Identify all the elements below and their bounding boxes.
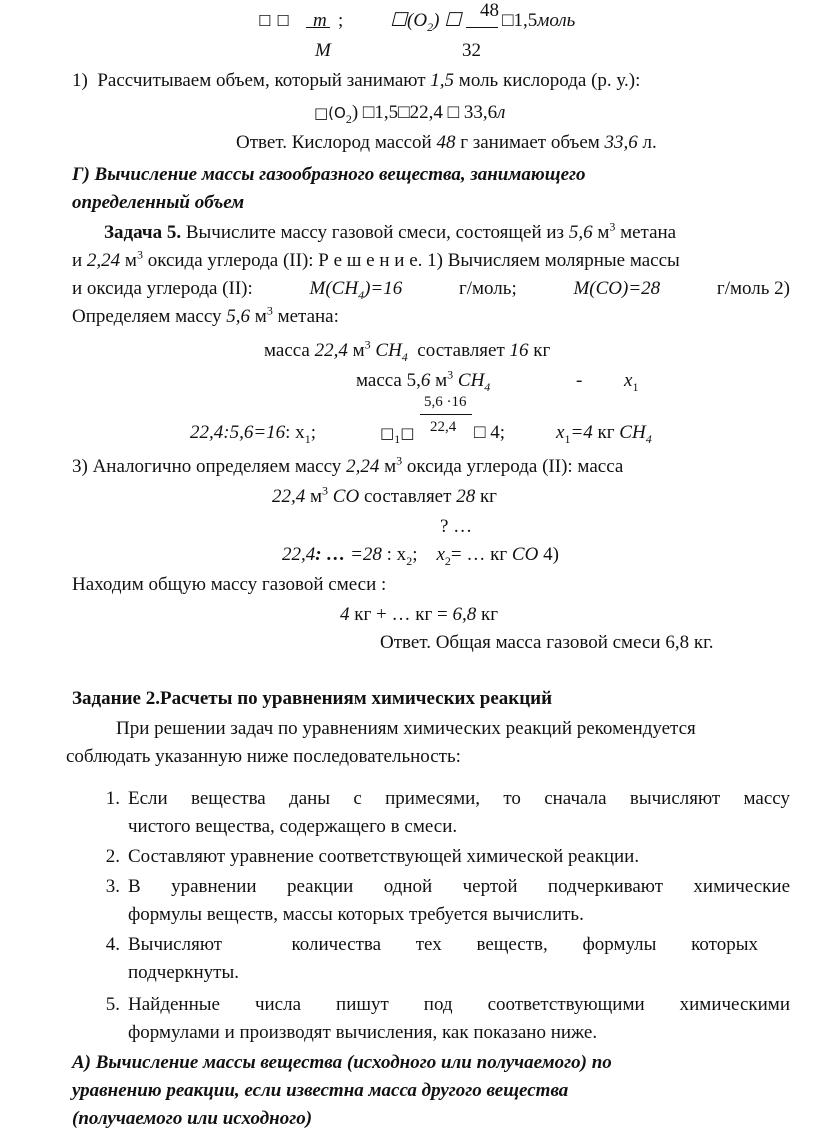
fraction-bar [420,414,472,415]
mass-symbol: m [313,10,327,31]
answer-1: Ответ. Кислород массой 48 г занимает объем 33,6 л. [236,132,657,153]
task-2-intro-line-1: При решении задач по уравнениям химических реакций рекомендуется [116,718,696,739]
methane-dash: - [576,370,583,391]
list-number: 3. [105,876,120,897]
co-ratio-row-1: 22,4 $м^3$ CO составляет 28 кг [272,483,497,507]
section-g-heading-line-1: Г) Вычисление массы газообразного вещества, занимающего [72,164,586,185]
separator: ; [338,10,344,31]
nu-o2: $☐(O_2)$ ☐ [390,10,462,34]
list-text-line: подчеркнуты. [128,962,239,983]
step-1-line: 1) Рассчитываем объем, который занимают 1,5 моль кислорода (р. у.): [72,70,641,91]
list-text-line: Составляют уравнение соответствующей химической реакции. [128,846,640,867]
list-number: 1. [105,788,120,809]
methane-proportion: 22,4:5,6=16: $x_1$; [190,422,316,446]
section-a-heading-line-3: (получаемого или исходного) [72,1108,313,1129]
list-text-line: В уравнении реакции одной чертой подчеркивают химические [128,876,790,897]
list-text-line: Найденные числа пишут под соответствующими химическими [128,994,790,1015]
fraction-denominator: 22,4 [430,419,457,435]
co-unknown: ? … [440,516,473,537]
list-text-line: Если вещества даны с примесями, то сначала вычисляют массу [128,788,790,809]
co-proportion: 22,4: … =28 : $x_2$; $x_2=$ … кг CO 4) [282,544,559,568]
fraction-numerator: 5,6 ·16 [424,394,467,410]
molar-symbol: M [315,40,331,61]
numerator-48: 48 [480,0,499,21]
task-5-line-1: Задача 5. Вычислите массу газовой смеси, состоящей из 5,6 $м^3$ метана [104,219,677,243]
section-g-heading-line-2: определенный объем [72,192,245,213]
list-number: 4. [105,934,120,955]
volume-formula: $□(O_2)$ □1,5□22,4 □ 33,6л [314,102,506,126]
methane-x1: $x_1$ [624,370,639,394]
x1-eq: □ 4; [474,422,506,443]
x1-result: $x_1=4$ кг $CH_4$ [556,422,652,446]
result-value: □1,5моль [502,10,576,31]
methane-ratio-row-2: масса 5,6 $м^3$ $CH_4$ [356,367,491,394]
methane-ratio-row-1: масса 22,4 $м^3$ $CH_4$ составляет 16 кг [264,337,551,364]
section-a-heading-line-2: уравнению реакции, если известна масса другого вещества [72,1080,569,1101]
list-number: 5. [105,994,120,1015]
task-2-intro-line-2: соблюдать указанную ниже последовательность: [66,746,461,767]
list-text-line: формулы веществ, массы которых требуется вычислить. [128,904,584,925]
task-5-line-4: Определяем массу 5,6 $м^3$ метана: [72,303,339,327]
x1-expression: $□_1□$ [380,424,415,446]
list-text-line: чистого вещества, содержащего в смеси. [128,816,458,837]
answer-2: Ответ. Общая масса газовой смеси 6,8 кг. [380,632,714,653]
fraction-bar [466,27,498,28]
nu-symbol: ☐ ☐ [258,12,290,30]
list-text-line: Вычисляют количества тех веществ, формулы которых [128,934,758,955]
step-3-line: 3) Аналогично определяем массу 2,24 $м^3$ оксида углерода (II): масса [72,453,624,477]
task-5-line-2: и 2,24 $м^3$ оксида углерода (II): Р е ш е н и е. 1) Вычисляем молярные массы [72,247,680,271]
total-mass-line: Находим общую массу газовой смеси : [72,574,387,595]
section-a-heading-line-1: А) Вычисление массы вещества (исходного или получаемого) по [72,1052,612,1073]
task-2-title: Задание 2.Расчеты по уравнениям химических реакций [72,688,553,709]
total-mass-equation: 4 кг + … кг = 6,8 кг [340,604,499,625]
list-number: 2. [105,846,120,867]
list-text-line: формулами и производят вычисления, как показано ниже. [128,1022,598,1043]
task-5-line-3: и оксида углерода (II): $M(CH_4)=16$ г/моль; M(CO)=28 г/моль 2) [72,278,790,302]
denominator-32: 32 [462,40,481,61]
